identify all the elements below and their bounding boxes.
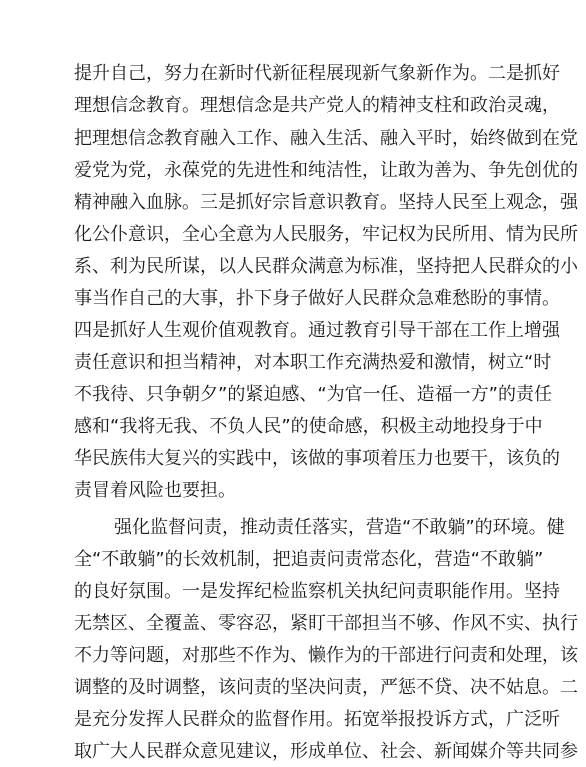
text-line: 不我待、只争朝夕”的紧迫感、“为官一任、造福一方”的责任 <box>74 384 552 405</box>
text-line: 的良好氛围。一是发挥纪检监察机关执纪问责职能作用。坚持 <box>74 581 560 602</box>
text-line: 四是抓好人生观价值观教育。通过教育引导干部在工作上增强 <box>74 320 560 341</box>
text-line: 系、利为民所谋，以人民群众满意为标准，坚持把人民群众的小 <box>74 256 578 277</box>
text-line: 是充分发挥人民群众的监督作用。拓宽举报投诉方式，广泛听 <box>74 709 560 730</box>
text-line: 无禁区、全覆盖、零容忍，紧盯干部担当不够、作风不实、执行 <box>74 613 578 634</box>
text-line: 调整的及时调整，该问责的坚决问责，严惩不贷、决不姑息。二 <box>74 677 578 698</box>
text-line: 事当作自己的大事，扑下身子做好人民群众急难愁盼的事情。 <box>74 288 560 309</box>
text-line: 化公仆意识，全心全意为人民服务，牢记权为民所用、情为民所 <box>74 224 578 245</box>
text-line: 责冒着风险也要担。 <box>74 480 236 501</box>
text-line: 理想信念教育。理想信念是共产党人的精神支柱和政治灵魂， <box>74 95 560 116</box>
text-line: 把理想信念教育融入工作、融入生活、融入平时，始终做到在党 <box>74 128 578 149</box>
text-line: 华民族伟大复兴的实践中，该做的事项着压力也要干，该负的 <box>74 448 560 469</box>
text-line: 强化监督问责，推动责任落实，营造“不敢躺”的环境。健 <box>114 517 565 538</box>
text-line: 取广大人民群众意见建议，形成单位、社会、新闻媒介等共同参 <box>74 741 578 762</box>
text-line: 精神融入血脉。三是抓好宗旨意识教育。坚持人民至上观念，强 <box>74 192 578 213</box>
text-line: 爱党为党，永葆党的先进性和纯洁性，让敢为善为、争先创优的 <box>74 160 578 181</box>
text-line: 感和“我将无我、不负人民”的使命感，积极主动地投身于中 <box>74 416 543 437</box>
text-line: 提升自己，努力在新时代新征程展现新气象新作为。二是抓好 <box>74 63 560 84</box>
text-line: 不力等问题，对那些不作为、懒作为的干部进行问责和处理，该 <box>74 645 578 666</box>
text-line: 责任意识和担当精神，对本职工作充满热爱和激情，树立“时 <box>74 352 552 373</box>
text-line: 全“不敢躺”的长效机制，把追责问责常态化，营造“不敢躺” <box>74 549 544 570</box>
